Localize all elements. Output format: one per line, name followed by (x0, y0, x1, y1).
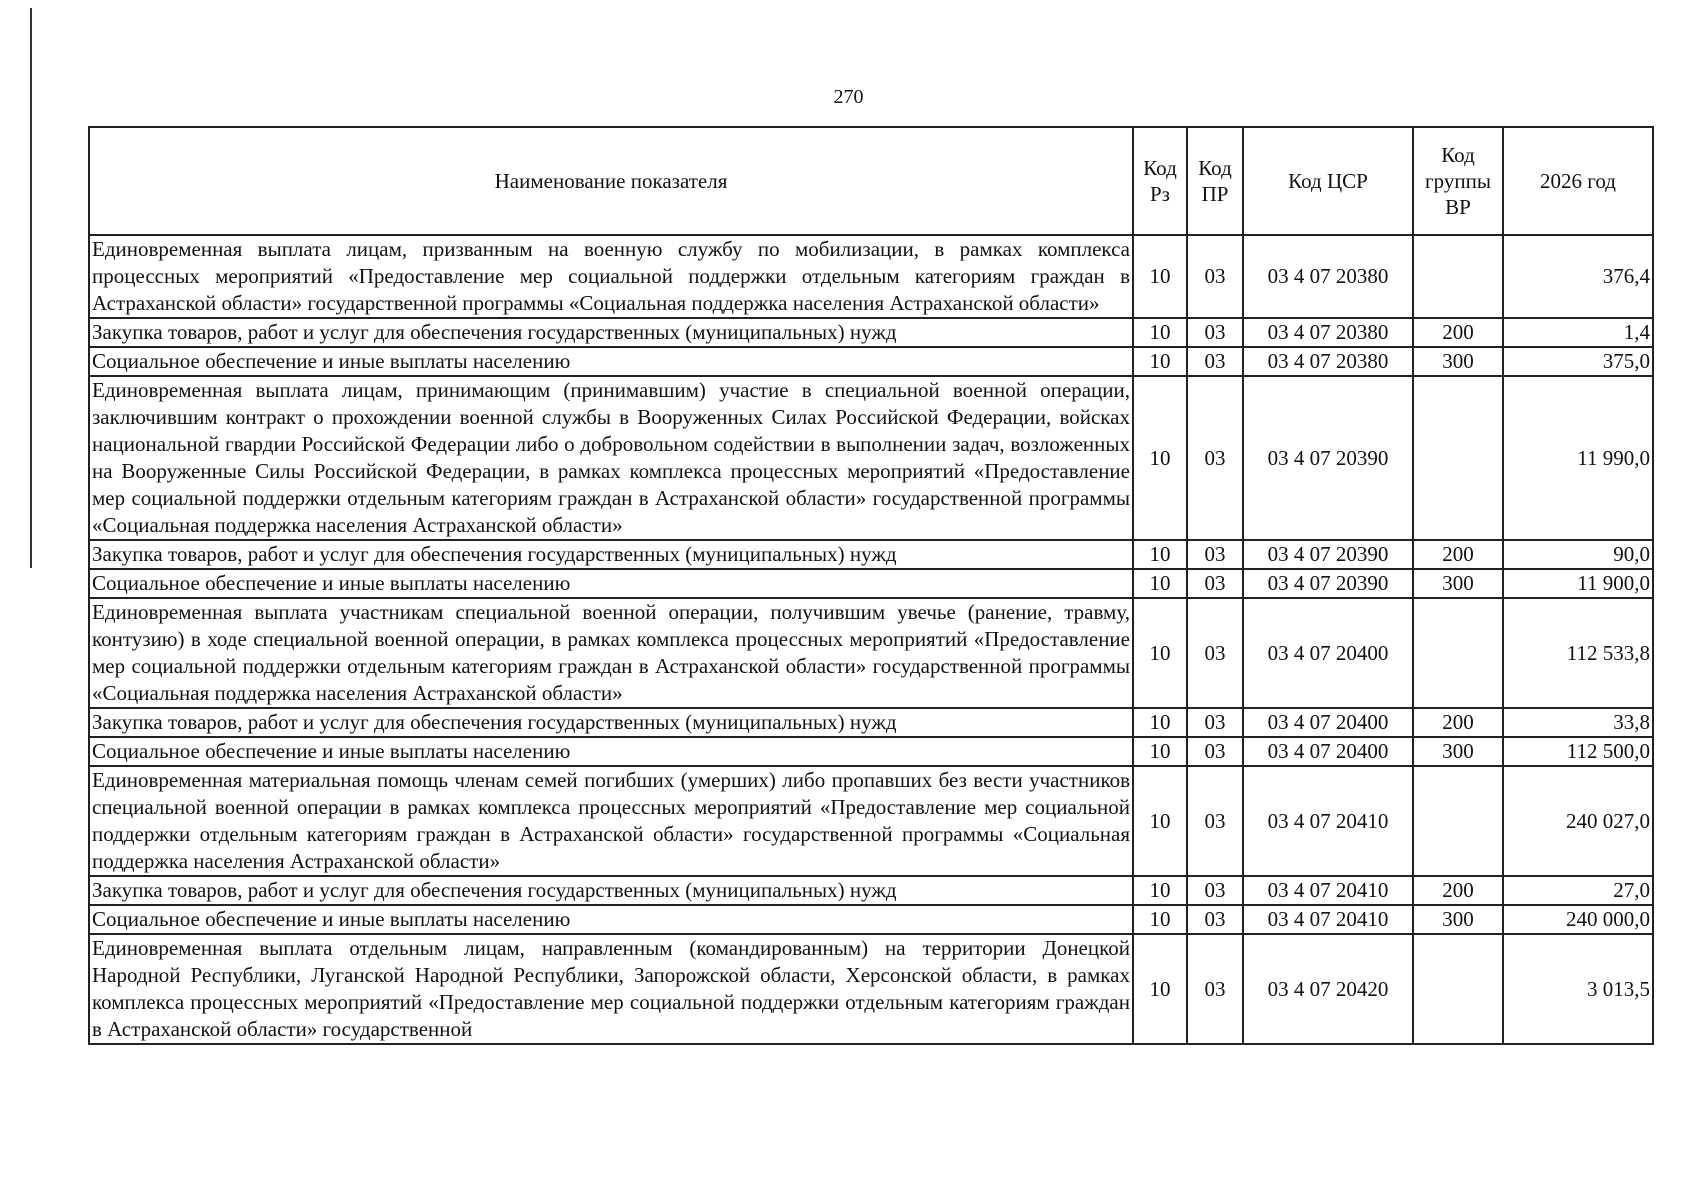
row-pr: 03 (1187, 876, 1243, 905)
row-name: Единовременная выплата участникам специальной военной операции, получившим увечье (ранение, травму, контузию) в ходе специальной военной операции, в рамках комплекса процессных мероприятий «Предоставление мер социальной поддержки отдельным категориям граждан в Астраханской области» государственной программы «Социальная поддержка населения Астраханской области» (89, 598, 1133, 708)
budget-table (88, 126, 1654, 1045)
row-vr: 300 (1413, 737, 1503, 766)
row-amount: 112 533,8 (1503, 598, 1653, 708)
table-row (89, 708, 1653, 737)
row-name: Закупка товаров, работ и услуг для обеспечения государственных (муниципальных) нужд (89, 318, 1133, 347)
header-pr: Код ПР (1187, 127, 1243, 235)
header-vr: Код группы ВР (1413, 127, 1503, 235)
row-name: Единовременная выплата отдельным лицам, направленным (командированным) на территории Донецкой Народной Республики, Луганской Народной Республики, Запорожской области, Херсонской области, в рамках комплекса процессных мероприятий «Предоставление мер социальной поддержки отдельным категориям граждан в Астраханской области» государственной (89, 934, 1133, 1044)
row-name: Социальное обеспечение и иные выплаты населению (89, 737, 1133, 766)
row-name: Закупка товаров, работ и услуг для обеспечения государственных (муниципальных) нужд (89, 540, 1133, 569)
table-row (89, 598, 1653, 708)
row-vr: 300 (1413, 569, 1503, 598)
table-row (89, 540, 1653, 569)
row-name: Закупка товаров, работ и услуг для обеспечения государственных (муниципальных) нужд (89, 708, 1133, 737)
row-pr: 03 (1187, 708, 1243, 737)
row-csr: 03 4 07 20390 (1243, 376, 1413, 540)
row-pr: 03 (1187, 540, 1243, 569)
row-vr: 300 (1413, 905, 1503, 934)
row-rz: 10 (1133, 876, 1187, 905)
row-csr: 03 4 07 20400 (1243, 598, 1413, 708)
table-row (89, 905, 1653, 934)
row-csr: 03 4 07 20380 (1243, 347, 1413, 376)
row-csr: 03 4 07 20390 (1243, 540, 1413, 569)
table-row (89, 347, 1653, 376)
row-rz: 10 (1133, 598, 1187, 708)
table-header-row (89, 127, 1653, 235)
table-row (89, 876, 1653, 905)
row-rz: 10 (1133, 934, 1187, 1044)
row-vr: 200 (1413, 876, 1503, 905)
header-name: Наименование показателя (89, 127, 1133, 235)
row-rz: 10 (1133, 347, 1187, 376)
row-pr: 03 (1187, 376, 1243, 540)
row-name: Социальное обеспечение и иные выплаты населению (89, 905, 1133, 934)
row-name: Единовременная материальная помощь членам семей погибших (умерших) либо пропавших без вести участников специальной военной операции в рамках комплекса процессных мероприятий «Предоставление мер социальной поддержки отдельным категориям граждан в Астраханской области» государственной программы «Социальная поддержка населения Астраханской области» (89, 766, 1133, 876)
table-row (89, 934, 1653, 1044)
row-pr: 03 (1187, 737, 1243, 766)
row-pr: 03 (1187, 235, 1243, 318)
table-row (89, 569, 1653, 598)
row-pr: 03 (1187, 347, 1243, 376)
row-csr: 03 4 07 20390 (1243, 569, 1413, 598)
row-amount: 112 500,0 (1503, 737, 1653, 766)
row-csr: 03 4 07 20380 (1243, 318, 1413, 347)
table-row (89, 766, 1653, 876)
row-rz: 10 (1133, 569, 1187, 598)
row-vr: 200 (1413, 708, 1503, 737)
row-pr: 03 (1187, 934, 1243, 1044)
row-vr (1413, 766, 1503, 876)
row-csr: 03 4 07 20400 (1243, 708, 1413, 737)
row-rz: 10 (1133, 376, 1187, 540)
row-rz: 10 (1133, 737, 1187, 766)
row-name: Единовременная выплата лицам, призванным на военную службу по мобилизации, в рамках комплекса процессных мероприятий «Предоставление мер социальной поддержки отдельным категориям граждан в Астраханской области» государственной программы «Социальная поддержка населения Астраханской области» (89, 235, 1133, 318)
header-year: 2026 год (1503, 127, 1653, 235)
row-amount: 376,4 (1503, 235, 1653, 318)
table-row (89, 737, 1653, 766)
row-rz: 10 (1133, 766, 1187, 876)
header-rz: Код Рз (1133, 127, 1187, 235)
row-csr: 03 4 07 20410 (1243, 876, 1413, 905)
row-name: Социальное обеспечение и иные выплаты населению (89, 347, 1133, 376)
row-vr: 200 (1413, 540, 1503, 569)
row-pr: 03 (1187, 318, 1243, 347)
row-csr: 03 4 07 20400 (1243, 737, 1413, 766)
row-csr: 03 4 07 20410 (1243, 766, 1413, 876)
row-pr: 03 (1187, 905, 1243, 934)
row-name: Закупка товаров, работ и услуг для обеспечения государственных (муниципальных) нужд (89, 876, 1133, 905)
row-amount: 375,0 (1503, 347, 1653, 376)
row-vr: 200 (1413, 318, 1503, 347)
row-amount: 1,4 (1503, 318, 1653, 347)
row-pr: 03 (1187, 569, 1243, 598)
row-csr: 03 4 07 20420 (1243, 934, 1413, 1044)
table-row (89, 318, 1653, 347)
row-vr (1413, 598, 1503, 708)
row-vr (1413, 376, 1503, 540)
row-amount: 240 027,0 (1503, 766, 1653, 876)
row-vr (1413, 934, 1503, 1044)
row-vr: 300 (1413, 347, 1503, 376)
row-rz: 10 (1133, 708, 1187, 737)
header-csr: Код ЦСР (1243, 127, 1413, 235)
table-row (89, 376, 1653, 540)
row-amount: 11 900,0 (1503, 569, 1653, 598)
row-name: Единовременная выплата лицам, принимающим (принимавшим) участие в специальной военной операции, заключившим контракт о прохождении военной службы в Вооруженных Силах Российской Федерации, войсках национальной гвардии Российской Федерации либо о добровольном содействии в выполнении задач, возложенных на Вооруженные Силы Российской Федерации, в рамках комплекса процессных мероприятий «Предоставление мер социальной поддержки отдельным категориям граждан в Астраханской области» государственной программы «Социальная поддержка населения Астраханской области» (89, 376, 1133, 540)
table-row (89, 235, 1653, 318)
row-csr: 03 4 07 20380 (1243, 235, 1413, 318)
row-rz: 10 (1133, 235, 1187, 318)
row-rz: 10 (1133, 318, 1187, 347)
row-rz: 10 (1133, 540, 1187, 569)
row-amount: 33,8 (1503, 708, 1653, 737)
page-number: 270 (833, 86, 864, 108)
row-pr: 03 (1187, 766, 1243, 876)
row-amount: 11 990,0 (1503, 376, 1653, 540)
row-rz: 10 (1133, 905, 1187, 934)
row-name: Социальное обеспечение и иные выплаты населению (89, 569, 1133, 598)
row-vr (1413, 235, 1503, 318)
row-csr: 03 4 07 20410 (1243, 905, 1413, 934)
row-amount: 90,0 (1503, 540, 1653, 569)
row-amount: 3 013,5 (1503, 934, 1653, 1044)
row-amount: 240 000,0 (1503, 905, 1653, 934)
row-amount: 27,0 (1503, 876, 1653, 905)
row-pr: 03 (1187, 598, 1243, 708)
